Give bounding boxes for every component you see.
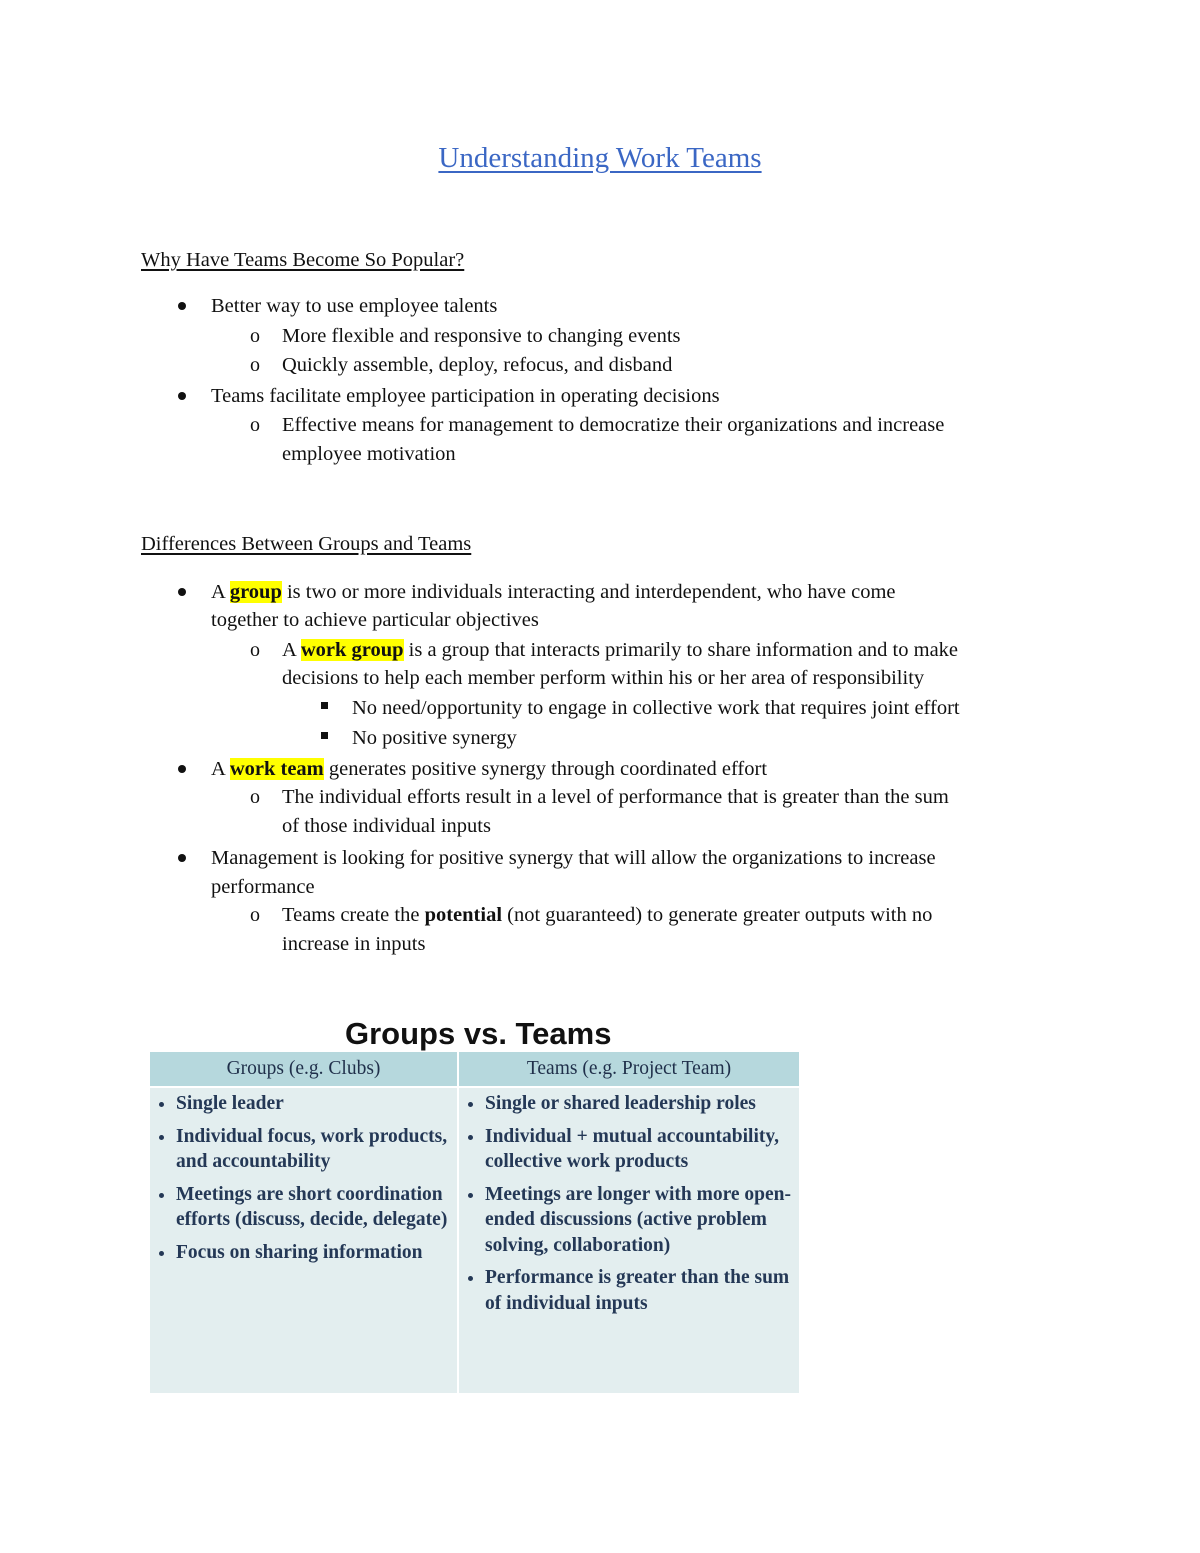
bullet-icon xyxy=(468,1135,473,1140)
list-item: Meetings are longer with more open-ended discussions (active problem solving, collaboration) xyxy=(463,1182,797,1259)
bullet-icon xyxy=(159,1193,164,1198)
table-header-groups: Groups (e.g. Clubs) xyxy=(150,1052,457,1086)
list-item: Teams create the potential (not guaranteed) to generate greater outputs with no xyxy=(282,904,933,926)
bullet-icon xyxy=(178,765,186,773)
bullet-icon xyxy=(159,1135,164,1140)
list-item-continuation: employee motivation xyxy=(282,443,456,465)
list-item: A work team generates positive synergy through coordinated effort xyxy=(211,758,768,780)
list-item: Meetings are short coordination efforts (discuss, decide, delegate) xyxy=(154,1182,452,1233)
circle-bullet-icon: o xyxy=(250,904,260,926)
bullet-icon xyxy=(159,1251,164,1256)
list-item: Teams facilitate employee participation in operating decisions xyxy=(211,385,720,407)
list-item: Better way to use employee talents xyxy=(211,295,498,317)
bullet-icon xyxy=(178,392,186,400)
highlighted-term: group xyxy=(229,581,282,603)
highlighted-term: work team xyxy=(229,758,324,780)
list-item: Individual + mutual accountability, collective work products xyxy=(463,1124,797,1175)
bullet-icon xyxy=(468,1276,473,1281)
square-bullet-icon xyxy=(321,732,328,739)
square-bullet-icon xyxy=(321,702,328,709)
highlighted-term: work group xyxy=(300,639,404,661)
list-item-continuation: decisions to help each member perform within his or her area of responsibility xyxy=(282,667,925,689)
bullet-icon xyxy=(159,1102,164,1107)
list-item: Single or shared leadership roles xyxy=(463,1091,797,1117)
circle-bullet-icon: o xyxy=(250,414,260,436)
list-item: Management is looking for positive synergy that will allow the organizations to increase xyxy=(211,847,936,869)
list-item-continuation: performance xyxy=(211,876,315,898)
bullet-icon xyxy=(468,1193,473,1198)
list-item: No need/opportunity to engage in collective work that requires joint effort xyxy=(352,697,960,719)
bullet-icon xyxy=(178,588,186,596)
list-item: The individual efforts result in a level of performance that is greater than the sum xyxy=(282,786,949,808)
table-divider xyxy=(457,1052,459,1393)
bullet-icon xyxy=(178,854,186,862)
list-item: Performance is greater than the sum of individual inputs xyxy=(463,1265,797,1316)
circle-bullet-icon: o xyxy=(250,639,260,661)
comparison-table xyxy=(150,1052,799,1393)
list-item: Quickly assemble, deploy, refocus, and disband xyxy=(282,354,673,376)
list-item-continuation: increase in inputs xyxy=(282,933,426,955)
groups-list xyxy=(154,1091,452,1272)
section-heading-popular: Why Have Teams Become So Popular? xyxy=(141,249,465,271)
list-item-continuation: together to achieve particular objectives xyxy=(211,609,539,631)
teams-list xyxy=(463,1091,797,1323)
list-item: Individual focus, work products, and accountability xyxy=(154,1124,452,1175)
circle-bullet-icon: o xyxy=(250,786,260,808)
bullet-icon xyxy=(178,302,186,310)
bold-term: potential xyxy=(424,904,503,926)
list-item: More flexible and responsive to changing events xyxy=(282,325,681,347)
list-item: Focus on sharing information xyxy=(154,1240,452,1266)
table-rule xyxy=(150,1086,799,1088)
circle-bullet-icon: o xyxy=(250,325,260,347)
list-item: Effective means for management to democratize their organizations and increase xyxy=(282,414,945,436)
list-item: Single leader xyxy=(154,1091,452,1117)
list-item: No positive synergy xyxy=(352,727,517,749)
list-item-continuation: of those individual inputs xyxy=(282,815,491,837)
table-header-teams: Teams (e.g. Project Team) xyxy=(459,1052,799,1086)
bullet-icon xyxy=(468,1102,473,1107)
list-item: A group is two or more individuals interacting and interdependent, who have come xyxy=(211,581,896,603)
circle-bullet-icon: o xyxy=(250,354,260,376)
section-heading-differences: Differences Between Groups and Teams xyxy=(141,533,472,555)
page-title: Understanding Work Teams xyxy=(438,142,762,174)
list-item: A work group is a group that interacts primarily to share information and to make xyxy=(282,639,959,661)
table-title: Groups vs. Teams xyxy=(345,1016,612,1051)
